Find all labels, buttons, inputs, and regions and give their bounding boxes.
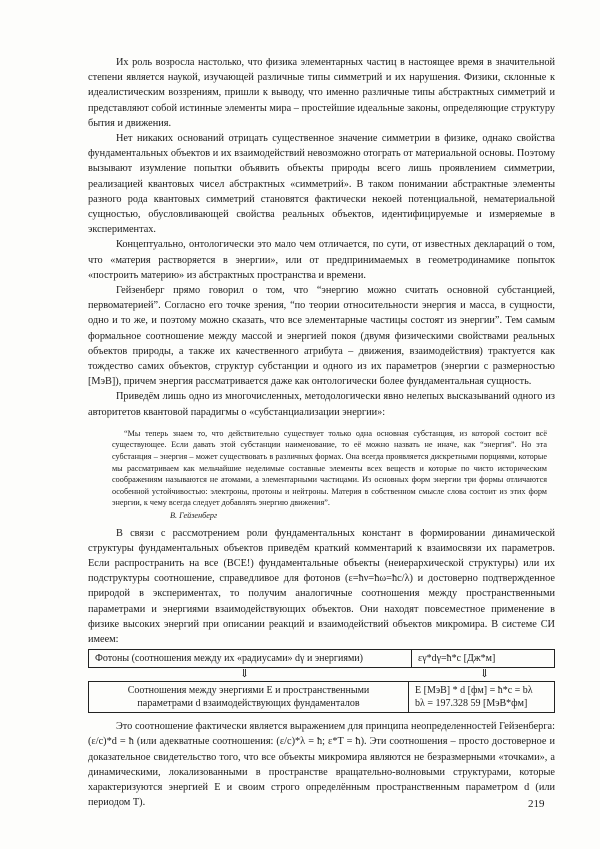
paragraph-1: Их роль возросла настолько, что физика элементарных частиц в настоящее время в значительной степени является наукой, изучающей различные типы симметрий и их нарушения. Физики, склонные к идеалистическим воззрениям, пришли к выводу, что именно различные типы абстрактных симметрий и представляют собой истинные элементы мира – простейшие идеальные законы, определяющие структуру бытия и движения. (88, 57, 555, 129)
photon-relation-box (88, 649, 555, 668)
paragraph-4: Гейзенберг прямо говорил о том, что “энергию можно считать основной субстанцией, первоматерией”. Согласно его точке зрения, “по теории относительности энергия и масса, в сущности, одно и то же, и поэтому можно сказать, что все элементарные частицы состоят из энергии”. Тем самым формальное соотношение между массой и энергией покоя (двумя физическими свойствами реальных объектов природы, а также их качественного атрибута – движения, взаимодействия) трактуется как тождество самих объектов, структур субстанции и одного из их параметров (энергии с размерностью [МэВ]), причем энергия рассматривается даже как онтологически более фундаментальная сущность. (88, 285, 555, 388)
photon-relation-formula: εγ*dγ=ħ*c [Дж*м] (418, 653, 496, 665)
page-body (88, 55, 555, 810)
photon-relation-label: Фотоны (соотношения между их «радиусами» dγ и энергиями) (89, 650, 412, 667)
fundamental-relation-box (88, 681, 555, 713)
quote-author: В. Гейзенберг (170, 511, 218, 521)
paragraph-5: Приведём лишь одно из многочисленных, методологически явно нелепых высказываний одного из авторитетов квантовой парадигмы о «субстанциализации энергии»: (88, 391, 555, 418)
fundamental-formula-line-1: E [МэВ] * d [фм] = ħ*c = bλ (415, 685, 533, 697)
fundamental-label-line-1: Соотношения между энергиями E и пространственными (127, 685, 370, 697)
heisenberg-quote (112, 428, 547, 522)
page-number: 219 (528, 798, 545, 810)
down-arrow-icon: ⇓ (240, 668, 250, 681)
fundamental-label-line-2: параметрами d взаимодействующих фундаменталов (137, 698, 360, 710)
paragraph-3: Концептуально, онтологически это мало чем отличается, по сути, от известных деклараций о том, что «материя растворяется в энергии», или от предпринимаемых в геометродинамике попыток «построить материю» из абстрактных пространства и времени. (88, 239, 555, 281)
fundamental-formula-line-2: bλ = 197.328 59 [МэВ*фм] (415, 698, 528, 710)
quote-text: “Мы теперь знаем то, что действительно существует только одна основная субстанция, из которой состоит всё существующее. Если давать этой субстанции наименование, то её можно назвать не иначе, как “энергия”. Но эта субстанция – энергия – может существовать в различных формах. Она всегда проявляется дискретными порциями, которые мы рассматриваем как мельчайшие неделимые составные элементы всех веществ и которые по чисто историческим соображениям называются не атомами, а элементарными частицами. Из основных форм энергии три формы отличаются особенной устойчивостью: электроны, протоны и нейтроны. Материя в собственном смысле слова состоит из этих форм энергии, к чему всегда следует добавлять энергию движения”. (112, 428, 547, 508)
arrows-row (88, 668, 555, 681)
paragraph-6: В связи с рассмотрением роли фундаментальных констант в формировании динамической структуры фундаментальных объектов приведём краткий комментарий к взаимосвязи их параметров. Если распространить на все (ВСЕ!) фундаментальные объекты (неиерархической структуры) или их подструктуры соотношение, справедливое для фотонов (ε=ħν=ħω=ħc/λ) и достоверно подтвержденное природой в экспериментах, то получим аналогичные соотношения между пространственными параметрами и энергиями взаимодействующих объектов. Они находят повсеместное применение в физике высоких энергий при описании реакций и взаимодействий объектов микромира. В системе СИ имеем: (88, 527, 555, 646)
fundamental-relation-formula (409, 682, 554, 712)
down-arrow-icon: ⇓ (480, 668, 490, 681)
paragraph-7: Это соотношение фактически является выражением для принципа неопределенностей Гейзенберга: (ε/c)*d = ħ (или адекватные соотношения: (ε/c)*λ = ħ; ε*T = ħ). Эти соотношения – просто достоверное и доказательное свидетельство того, что все объекты микромира являются не безразмерными «точками», а динамическими, локализованными в пространстве вращательно-волновыми структурами, которые характеризуются энергией E и своим строго определённым пространственным параметром d (или периодом T). (88, 721, 555, 809)
fundamental-relation-label (89, 682, 409, 712)
paragraph-2: Нет никаких оснований отрицать существенное значение симметрии в физике, однако свойства фундаментальных объектов и их взаимодействий невозможно отограть от материальной основы. Поэтому вызывают изумление попытки объявить объекты природы всего лишь проявлением симметрии, реализацией квантовых чисел абстрактных «симметрий». В таком понимании абстрактные элементы разного рода квантовых симметрий становятся фактически некоей потенциальной, нематериальной сущностью, обусловливающей свойства реальных объектов, идентифицируемые и измеряемые в экспериментах. (88, 133, 555, 236)
